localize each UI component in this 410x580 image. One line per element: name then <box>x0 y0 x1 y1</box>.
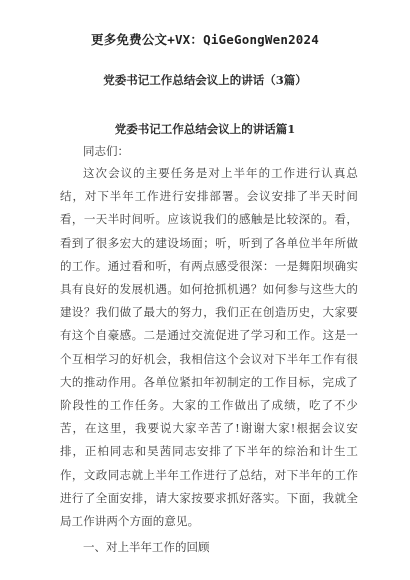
section-title: 党委书记工作总结会议上的讲话篇1 <box>114 122 296 136</box>
subheading: 一、对上半年工作的回顾 <box>83 540 210 554</box>
body-paragraph: 这次会议的主要任务是对上半年的工作进行认真总结，对下半年工作进行安排部署。会议安排了半天时间看，一天半时间听。应该说我们的感触是比较深的。看，看到了很多宏大的建设场面；听，听到了各单位半年所做的工作。通过看和听，有两点感受很深：一是舞阳坝确实具有良好的发展机遇。如何抢抓机遇？如何参与这些大的建设？我们做了最大的努力，我们正在创造历史，大家要有这个自豪感。二是通过交流促进了学习和工作。这是一个互相学习的好机会，我相信这个会议对下半年工作有很大的推动作用。各单位紧扣年初制定的工作目标，完成了阶段性的工作任务。大家的工作做出了成绩，吃了不少苦，在这里，我要说大家辛苦了!谢谢大家!根据会议安排，正柏同志和昊茜同志安排了下半年的综治和计生工作，文政同志就上半年工作进行了总结，对下半年的工作进行了全面安排，请大家按要求抓好落实。下面，我就全局工作讲两个方面的意见。 <box>60 166 358 529</box>
document-title: 党委书记工作总结会议上的讲话（3篇） <box>103 73 307 87</box>
salutation: 同志们： <box>83 144 129 158</box>
header-watermark-line: 更多免费公文+VX：QiGeGongWen2024 <box>91 32 319 47</box>
